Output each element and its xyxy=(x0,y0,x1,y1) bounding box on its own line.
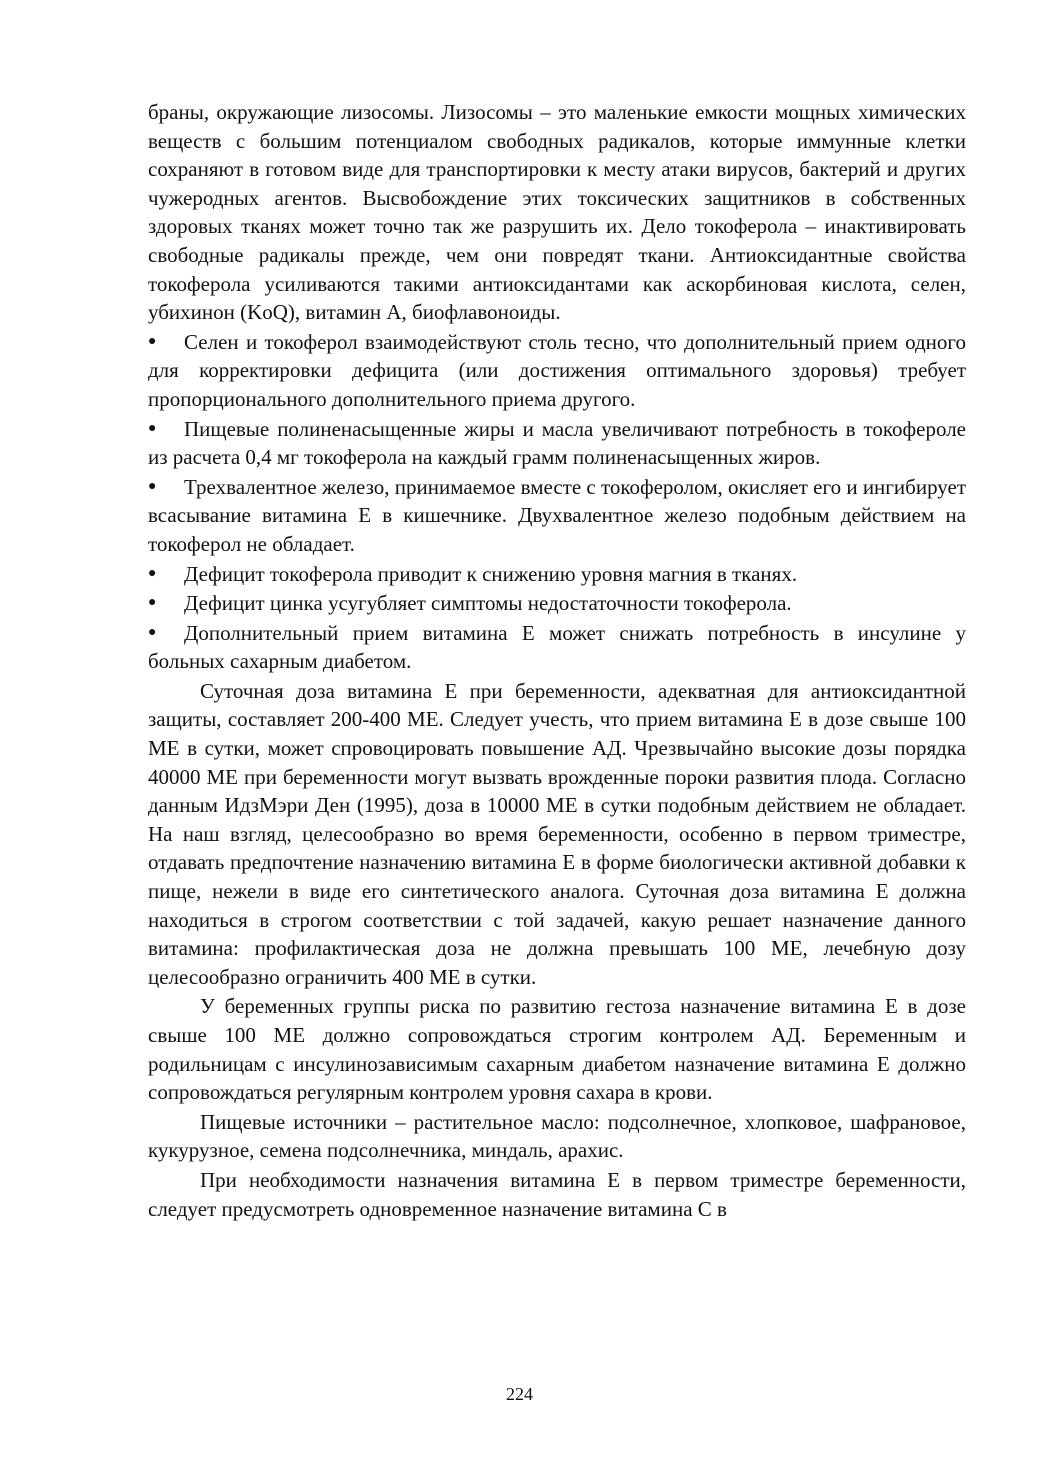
bullet-item xyxy=(148,619,966,676)
bullet-item xyxy=(148,589,966,618)
paragraph-daily-dose: Суточная доза витамина Е при беременности, адекватная для антиоксидантной защиты, составляет 200-400 МЕ. Следует учесть, что прием витамина Е в дозе свыше 100 МЕ в сутки, может спровоцировать повышение АД. Чрезвычайно высокие дозы порядка 40000 МЕ при беременности могут вызвать врожденные пороки развития плода. Согласно данным ИдзМэри Ден (1995), доза в 10000 МЕ в сутки подобным действием не обладает. На наш взгляд, целесообразно во время беременности, особенно в первом триместре, отдавать предпочтение назначению витамина Е в форме биологически активной добавки к пище, нежели в виде его синтетического аналога. Суточная доза витамина Е должна находиться в строгом соответствии с той задачей, какую решает назначение данного витамина: профилактическая доза не должна превышать 100 МЕ, лечебную дозу целесообразно ограничить 400 МЕ в сутки. xyxy=(148,678,966,989)
bullet-item xyxy=(148,328,966,414)
bullet-icon: ● xyxy=(148,565,157,581)
bullet-item xyxy=(148,473,966,559)
bullet-text: Пищевые полиненасыщенные жиры и масла увеличивают потребность в токофероле из расчета 0,4 мг токоферола на каждый грамм полиненасыщенных жиров. xyxy=(148,416,966,470)
bullet-text: Селен и токоферол взаимодействуют столь тесно, что дополнительный прием одного для корректировки дефицита (или достижения оптимального здоровья) требует пропорционального дополнительного приема другого. xyxy=(148,329,966,411)
page-number: 224 xyxy=(506,1384,533,1404)
bullet-item xyxy=(148,560,966,589)
bullet-icon: ● xyxy=(148,333,157,349)
bullet-text: Дополнительный прием витамина Е может снижать потребность в инсулине у больных сахарным диабетом. xyxy=(148,620,966,674)
bullet-text: Дефицит токоферола приводит к снижению уровня магния в тканях. xyxy=(184,561,798,586)
bullet-icon: ● xyxy=(148,420,157,436)
paragraph-food-sources: Пищевые источники – растительное масло: подсолнечное, хлопковое, шафрановое, кукурузное, семена подсолнечника, миндаль, арахис. xyxy=(148,1109,966,1163)
bullet-icon: ● xyxy=(148,478,157,494)
bullet-icon: ● xyxy=(148,624,157,640)
bullet-text: Трехвалентное железо, принимаемое вместе с токоферолом, окисляет его и ингибирует всасывание витамина Е в кишечнике. Двухвалентное железо подобным действием на токоферол не обладает. xyxy=(148,474,967,556)
page-body xyxy=(148,98,966,1224)
bullet-item xyxy=(148,415,966,472)
bullet-list xyxy=(148,328,966,676)
paragraph-risk-group: У беременных группы риска по развитию гестоза назначение витамина Е в дозе свыше 100 МЕ должно сопровождаться строгим контролем АД. Беременным и родильницам с инсулинозависимым сахарным диабетом назначение витамина Е должно сопровождаться регулярным контролем уровня сахара в крови. xyxy=(148,994,966,1105)
bullet-text: Дефицит цинка усугубляет симптомы недостаточности токоферола. xyxy=(184,591,792,616)
opening-paragraph: браны, окружающие лизосомы. Лизосомы – это маленькие емкости мощных химических веществ с большим потенциалом свободных радикалов, которые иммунные клетки сохраняют в готовом виде для транспортировки к месту атаки вирусов, бактерий и других чужеродных агентов. Высвобождение этих токсических защитников в собственных здоровых тканях может точно так же разрушить их. Дело токоферола – инактивировать свободные радикалы прежде, чем они повредят ткани. Антиоксидантные свойства токоферола усиливаются такими антиоксидантами как аскорбиновая кислота, селен, убихинон (KoQ), витамин А, биофлавоноиды. xyxy=(148,100,966,325)
paragraph-first-trimester: При необходимости назначения витамина Е в первом триместре беременности, следует предусмотреть одновременное назначение витамина С в xyxy=(148,1167,966,1221)
bullet-icon: ● xyxy=(148,595,157,611)
